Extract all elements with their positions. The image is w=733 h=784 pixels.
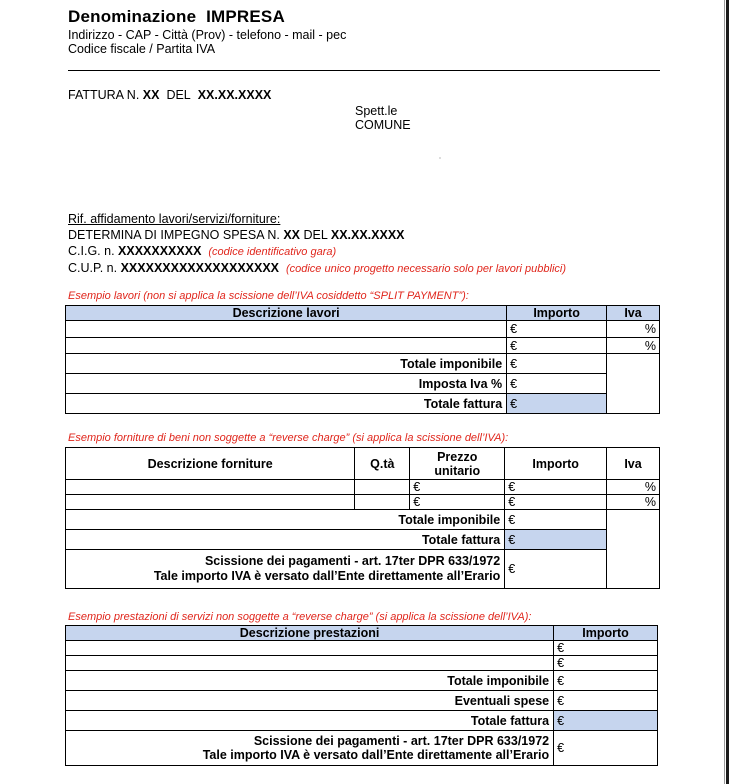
desc-cell[interactable] [66, 338, 507, 354]
col-descrizione-forniture: Descrizione forniture [66, 448, 355, 480]
totale-fattura-label: Totale fattura [66, 711, 554, 731]
totale-fattura-label: Totale fattura [66, 530, 505, 550]
totale-fattura-value[interactable]: € [505, 530, 607, 550]
cup-value: XXXXXXXXXXXXXXXXXXX [120, 261, 280, 275]
page-edge [726, 0, 729, 784]
invoice-del: DEL [166, 88, 191, 102]
importo-cell[interactable]: € [505, 480, 607, 495]
totale-fattura-value[interactable]: € [554, 711, 658, 731]
company-value: IMPRESA [206, 7, 285, 26]
totale-imponibile-value[interactable]: € [505, 510, 607, 530]
euro-cell[interactable]: € [554, 656, 658, 671]
invoice-date: XX.XX.XXXX [197, 88, 272, 102]
table3-caption: Esempio prestazioni di servizi non soggette a “reverse charge” (si applica la scissione dell’IVA): [68, 611, 532, 623]
totale-imponibile-row [66, 671, 658, 691]
col-importo: Importo [507, 306, 607, 321]
scissione-label [66, 550, 505, 589]
table-row [66, 480, 660, 495]
totale-imponibile-row [66, 510, 660, 530]
imposta-iva-value[interactable]: € [507, 374, 607, 394]
scissione-row [66, 550, 660, 589]
invoice-line [68, 88, 271, 102]
desc-cell[interactable] [66, 641, 554, 656]
cig-note: (codice identificativo gara) [208, 246, 337, 258]
cig-prefix: C.I.G. n. [68, 244, 115, 258]
table-prestazioni [65, 625, 658, 766]
col-descrizione-prestazioni: Descrizione prestazioni [66, 626, 554, 641]
company-name [68, 7, 285, 27]
table-lavori [65, 305, 660, 414]
header-divider [68, 70, 660, 71]
table-row [66, 641, 658, 656]
determina-del: DEL [303, 228, 328, 242]
totale-fattura-label: Totale fattura [66, 394, 507, 414]
recipient-salutation: Spett.le [355, 104, 398, 118]
table-row [66, 321, 660, 338]
scissione-row [66, 731, 658, 766]
table-forniture [65, 447, 660, 589]
scissione-label [66, 731, 554, 766]
cup-prefix: C.U.P. n. [68, 261, 118, 275]
iva-blank-cell [607, 354, 660, 414]
euro-cell[interactable]: € [554, 641, 658, 656]
col-qta: Q.tà [355, 448, 410, 480]
col-iva: Iva [607, 306, 660, 321]
cup-note: (codice unico progetto necessario solo per lavori pubblici) [285, 263, 567, 275]
totale-imponibile-value[interactable]: € [507, 354, 607, 374]
iva-blank-cell [607, 510, 660, 589]
desc-cell[interactable] [66, 480, 355, 495]
totale-imponibile-label: Totale imponibile [66, 354, 507, 374]
totale-imponibile-value[interactable]: € [554, 671, 658, 691]
scissione-line1: Scissione dei pagamenti - art. 17ter DPR 633/1972 [204, 554, 501, 568]
totale-imponibile-label: Totale imponibile [66, 510, 505, 530]
euro-cell[interactable]: € [507, 321, 607, 338]
totale-imponibile-label: Totale imponibile [66, 671, 554, 691]
table1-caption: Esempio lavori (non si applica la scissione dell’IVA cosiddetto “SPLIT PAYMENT”): [68, 290, 469, 302]
tax-line: Codice fiscale / Partita IVA [68, 42, 216, 56]
table2-caption: Esempio forniture di beni non soggette a “reverse charge” (si applica la scissione dell’IVA): [68, 432, 509, 444]
determina-prefix: DETERMINA DI IMPEGNO SPESA N. [68, 228, 280, 242]
scissione-line2: Tale importo IVA è versato dall’Ente direttamente all’Erario [202, 748, 550, 762]
pct-cell[interactable]: % [607, 480, 660, 495]
table-row [66, 338, 660, 354]
totale-fattura-row [66, 711, 658, 731]
scissione-line2: Tale importo IVA è versato dall’Ente direttamente all’Erario [153, 569, 501, 583]
scissione-line1: Scissione dei pagamenti - art. 17ter DPR 633/1972 [253, 734, 550, 748]
imposta-iva-label: Imposta Iva % [66, 374, 507, 394]
references-title: Rif. affidamento lavori/servizi/forniture: [68, 212, 281, 226]
eventuali-spese-value[interactable]: € [554, 691, 658, 711]
cig-line [68, 244, 336, 258]
invoice-number: XX [142, 88, 160, 102]
cup-line [68, 261, 566, 275]
determina-line [68, 228, 405, 242]
invoice-prefix: FATTURA N. [68, 88, 140, 102]
prezzo-cell[interactable]: € [410, 480, 505, 495]
table-row [66, 495, 660, 510]
eventuali-spese-row [66, 691, 658, 711]
company-label: Denominazione [68, 7, 197, 26]
pct-cell[interactable]: % [607, 338, 660, 354]
desc-cell[interactable] [66, 321, 507, 338]
eventuali-spese-label: Eventuali spese [66, 691, 554, 711]
page-edge-shadow [724, 0, 725, 784]
col-importo: Importo [554, 626, 658, 641]
artifact-dot [439, 157, 441, 159]
prezzo-cell[interactable]: € [410, 495, 505, 510]
col-iva: Iva [607, 448, 660, 480]
totale-fattura-row [66, 394, 660, 414]
address-line: Indirizzo - CAP - Città (Prov) - telefono - mail - pec [68, 28, 347, 42]
col-descrizione-lavori: Descrizione lavori [66, 306, 507, 321]
determina-date: XX.XX.XXXX [330, 228, 405, 242]
col-importo: Importo [505, 448, 607, 480]
cig-value: XXXXXXXXXX [118, 244, 202, 258]
totale-imponibile-row [66, 354, 660, 374]
totale-fattura-value[interactable]: € [507, 394, 607, 414]
desc-cell[interactable] [66, 656, 554, 671]
table-row [66, 656, 658, 671]
scissione-value[interactable]: € [505, 550, 607, 589]
determina-number: XX [283, 228, 301, 242]
qta-cell[interactable] [355, 480, 410, 495]
pct-cell[interactable]: % [607, 495, 660, 510]
scissione-value[interactable]: € [554, 731, 658, 766]
importo-cell[interactable]: € [505, 495, 607, 510]
euro-cell[interactable]: € [507, 338, 607, 354]
col-prezzo-unitario: Prezzo unitario [410, 448, 505, 480]
imposta-iva-row [66, 374, 660, 394]
recipient-name: COMUNE [355, 118, 411, 132]
desc-cell[interactable] [66, 495, 355, 510]
totale-fattura-row [66, 530, 660, 550]
pct-cell[interactable]: % [607, 321, 660, 338]
qta-cell[interactable] [355, 495, 410, 510]
